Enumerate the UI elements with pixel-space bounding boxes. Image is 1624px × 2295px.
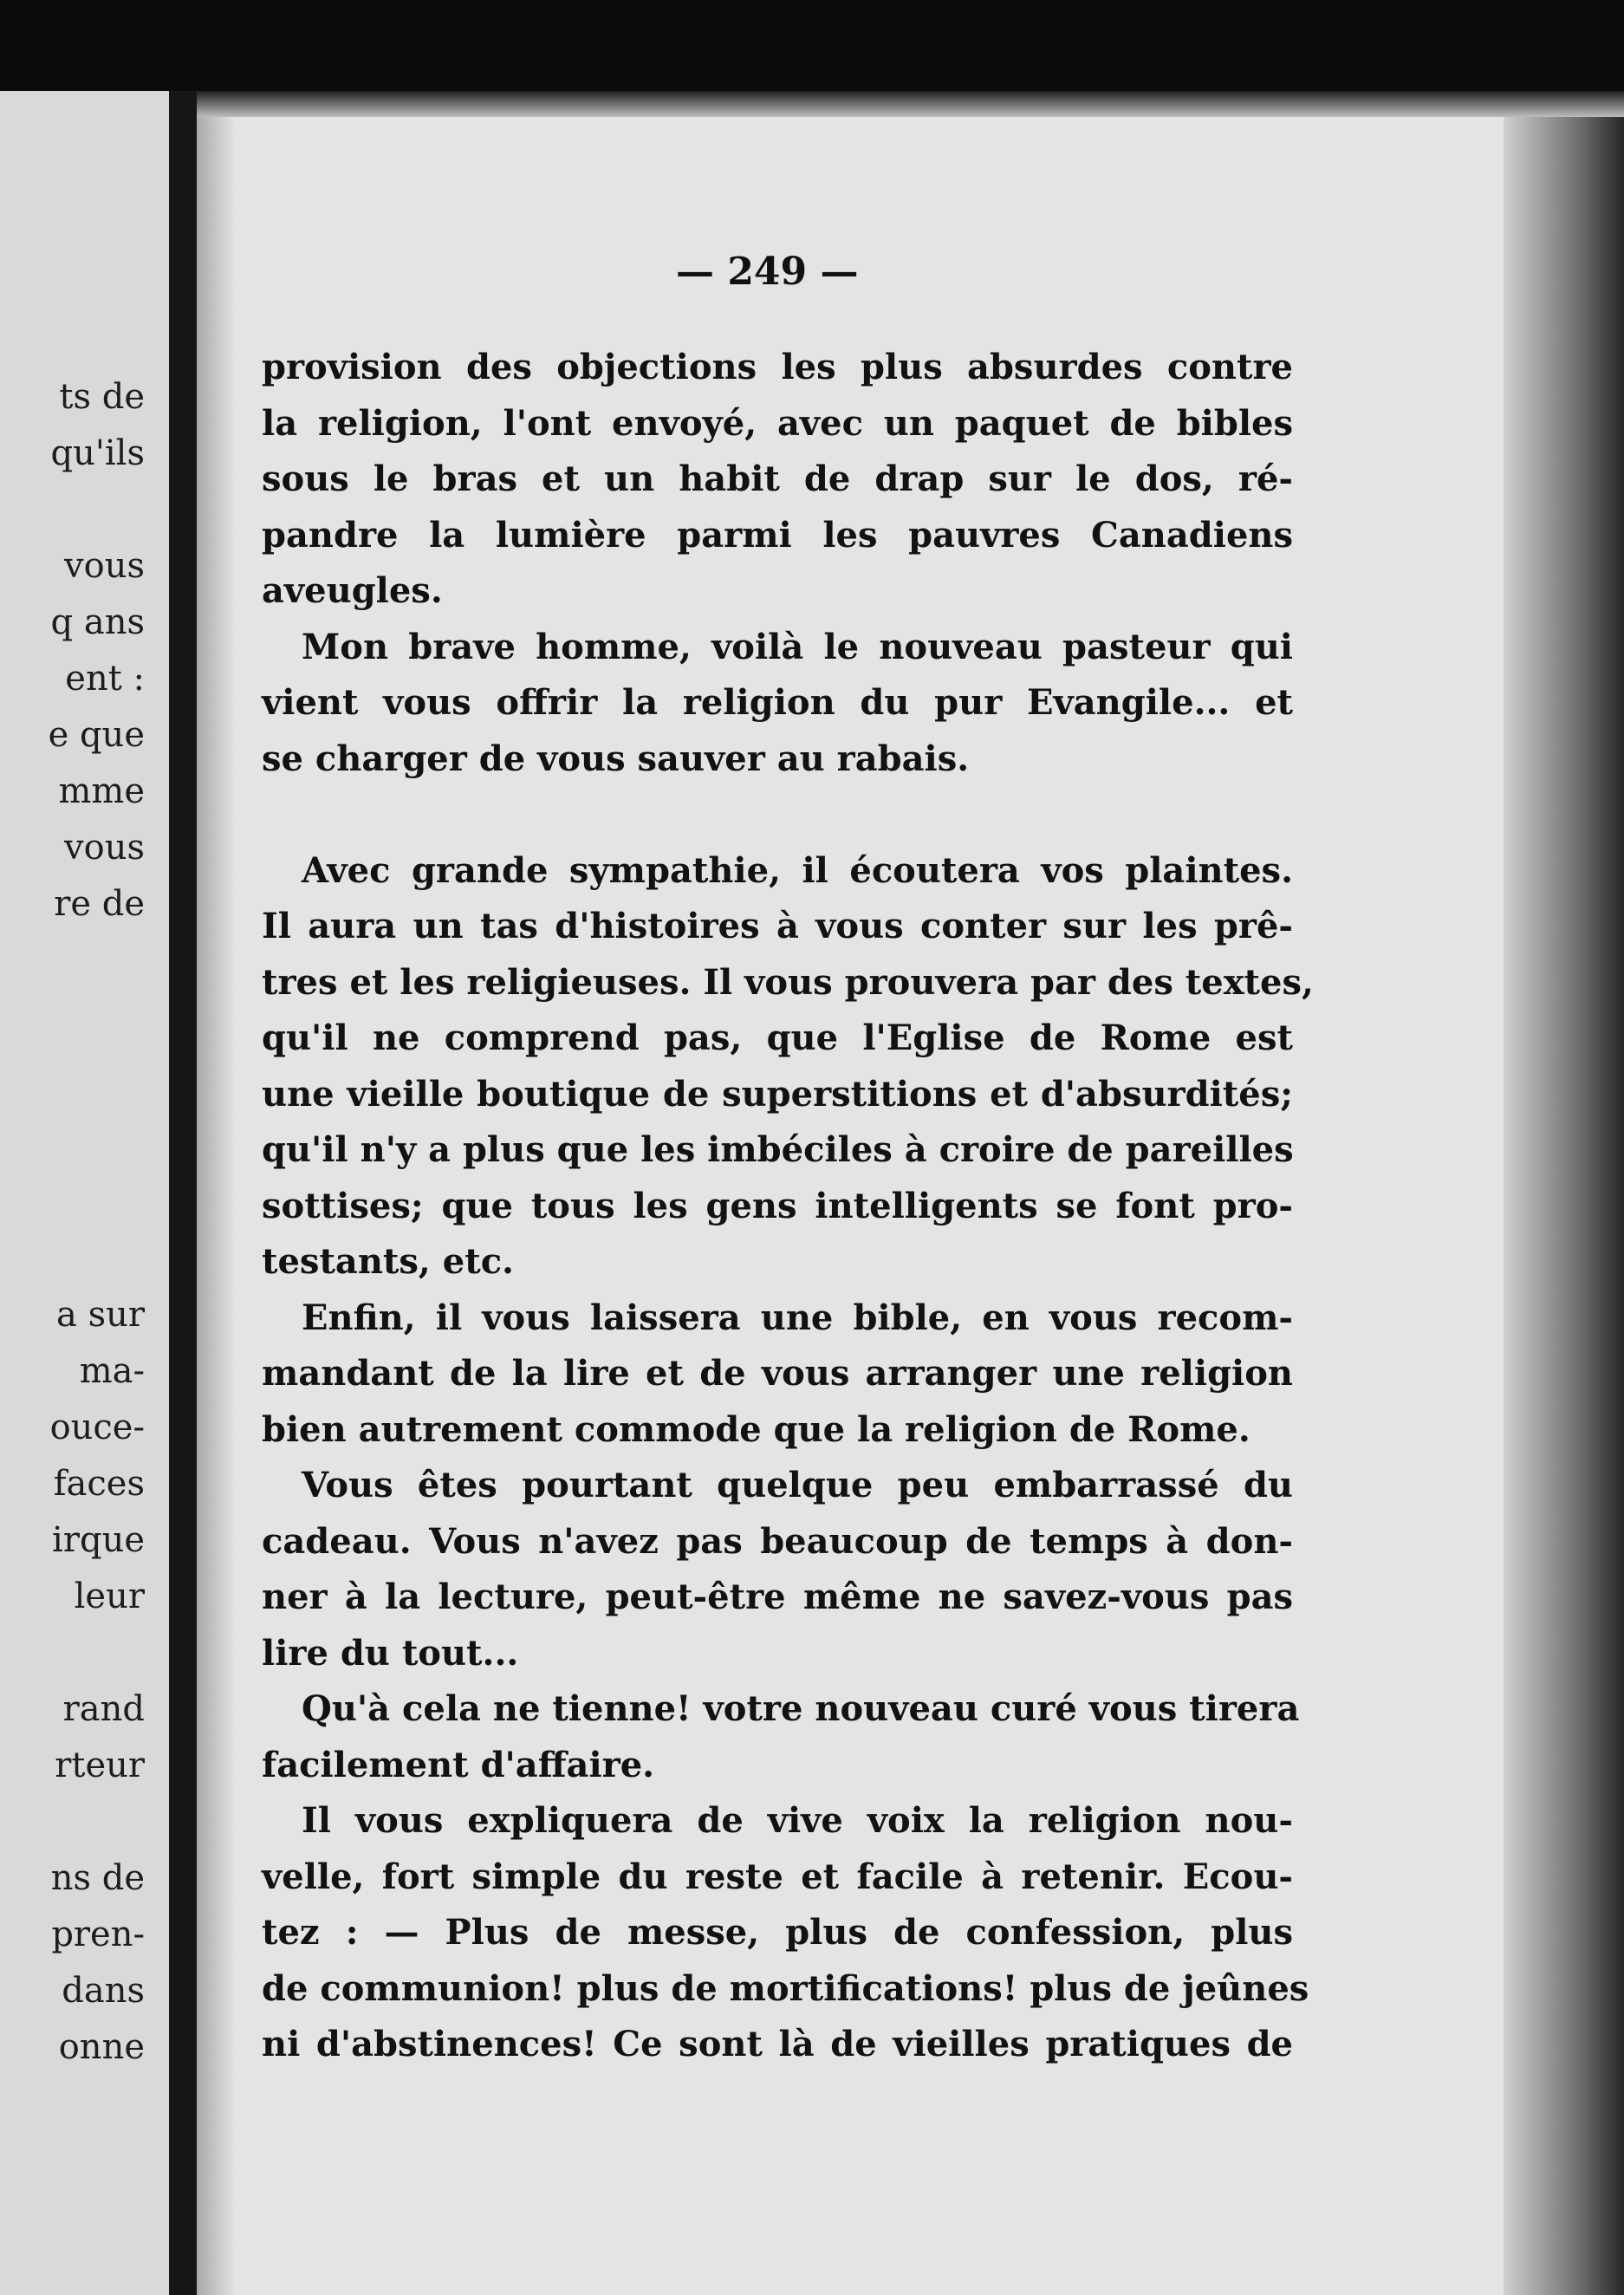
text-line: une vieille boutique de superstitions et d'absurdités; — [262, 1073, 1293, 1115]
text-line: tez : — Plus de messe, plus de confession, plus — [262, 1912, 1293, 1953]
page-top-shadow — [197, 91, 1624, 117]
page-number: — 249 — — [676, 250, 859, 294]
previous-page-fragment: q ans — [50, 602, 145, 642]
previous-page-fragment: vous — [64, 546, 145, 586]
text-line: Qu'à cela ne tienne! votre nouveau curé vous tirera — [302, 1688, 1300, 1729]
previous-page-fragment: ouce- — [49, 1408, 145, 1447]
text-line: ni d'abstinences! Ce sont là de vieilles pratiques de — [262, 2024, 1293, 2064]
previous-page-edge — [0, 91, 169, 2295]
previous-page-fragment: ns de — [50, 1858, 145, 1898]
text-line: Enfin, il vous laissera une bible, en vous recom- — [302, 1297, 1293, 1338]
text-line: pandre la lumière parmi les pauvres Canadiens — [262, 514, 1293, 556]
book-gutter — [169, 91, 197, 2295]
previous-page-fragment: vous — [64, 828, 145, 868]
text-line: ner à la lecture, peut-être même ne savez-vous pas — [262, 1577, 1293, 1617]
text-line: lire du tout... — [262, 1632, 519, 1674]
previous-page-fragment: re de — [54, 884, 145, 924]
previous-page-fragment: ma- — [79, 1351, 145, 1391]
text-line: vient vous offrir la religion du pur Evangile... et — [262, 682, 1293, 723]
previous-page-fragment: faces — [53, 1464, 145, 1504]
previous-page-fragment: leur — [74, 1577, 145, 1616]
text-line: testants, etc. — [262, 1241, 514, 1282]
page-edge-shadow — [1504, 104, 1624, 2295]
text-line: Il aura un tas d'histoires à vous conter sur les prê- — [262, 906, 1293, 946]
previous-page-fragment: a sur — [56, 1295, 145, 1335]
text-line: bien autrement commode que la religion de Rome. — [262, 1408, 1250, 1450]
text-line: cadeau. Vous n'avez pas beaucoup de temps à don- — [262, 1520, 1293, 1562]
previous-page-fragment: mme — [58, 771, 145, 811]
previous-page-fragment: onne — [58, 2027, 145, 2067]
text-line: aveugles. — [262, 570, 443, 611]
text-line: Il vous expliquera de vive voix la religion nou- — [302, 1800, 1293, 1841]
text-line: Mon brave homme, voilà le nouveau pasteur qui — [302, 626, 1293, 667]
text-line: de communion! plus de mortifications! plus de jeûnes — [262, 1967, 1309, 2009]
text-line: mandant de la lire et de vous arranger une religion — [262, 1353, 1293, 1394]
text-line: tres et les religieuses. Il vous prouvera par des textes, — [262, 961, 1314, 1003]
text-line: velle, fort simple du reste et facile à retenir. Ecou- — [262, 1856, 1293, 1897]
previous-page-fragment: rteur — [55, 1746, 145, 1785]
previous-page-fragment: irque — [52, 1520, 145, 1560]
previous-page-fragment: rand — [62, 1689, 145, 1729]
page-left-shadow — [197, 104, 236, 2295]
text-line: facilement d'affaire. — [262, 1744, 655, 1785]
previous-page-fragment: qu'ils — [50, 433, 145, 473]
paragraph-gap — [262, 787, 1293, 843]
text-line: la religion, l'ont envoyé, avec un paquet de bibles — [262, 402, 1293, 444]
previous-page-fragment: ent : — [65, 659, 145, 699]
text-line: provision des objections les plus absurdes contre — [262, 347, 1293, 387]
previous-page-fragment: pren- — [51, 1915, 145, 1954]
text-line: sottises; que tous les gens intelligents se font pro- — [262, 1185, 1293, 1226]
text-line: se charger de vous sauver au rabais. — [262, 738, 970, 779]
previous-page-fragment: dans — [62, 1971, 145, 2011]
text-line: Avec grande sympathie, il écoutera vos plaintes. — [302, 849, 1293, 891]
previous-page-fragment: e que — [48, 715, 145, 755]
page-body-text — [262, 340, 1314, 2073]
text-line: Vous êtes pourtant quelque peu embarrassé du — [302, 1465, 1293, 1505]
text-line: qu'il n'y a plus que les imbéciles à croire de pareilles — [262, 1129, 1294, 1170]
previous-page-fragment: ts de — [59, 377, 145, 417]
text-line: sous le bras et un habit de drap sur le dos, ré- — [262, 458, 1293, 499]
text-line: qu'il ne comprend pas, que l'Eglise de Rome est — [262, 1017, 1293, 1058]
